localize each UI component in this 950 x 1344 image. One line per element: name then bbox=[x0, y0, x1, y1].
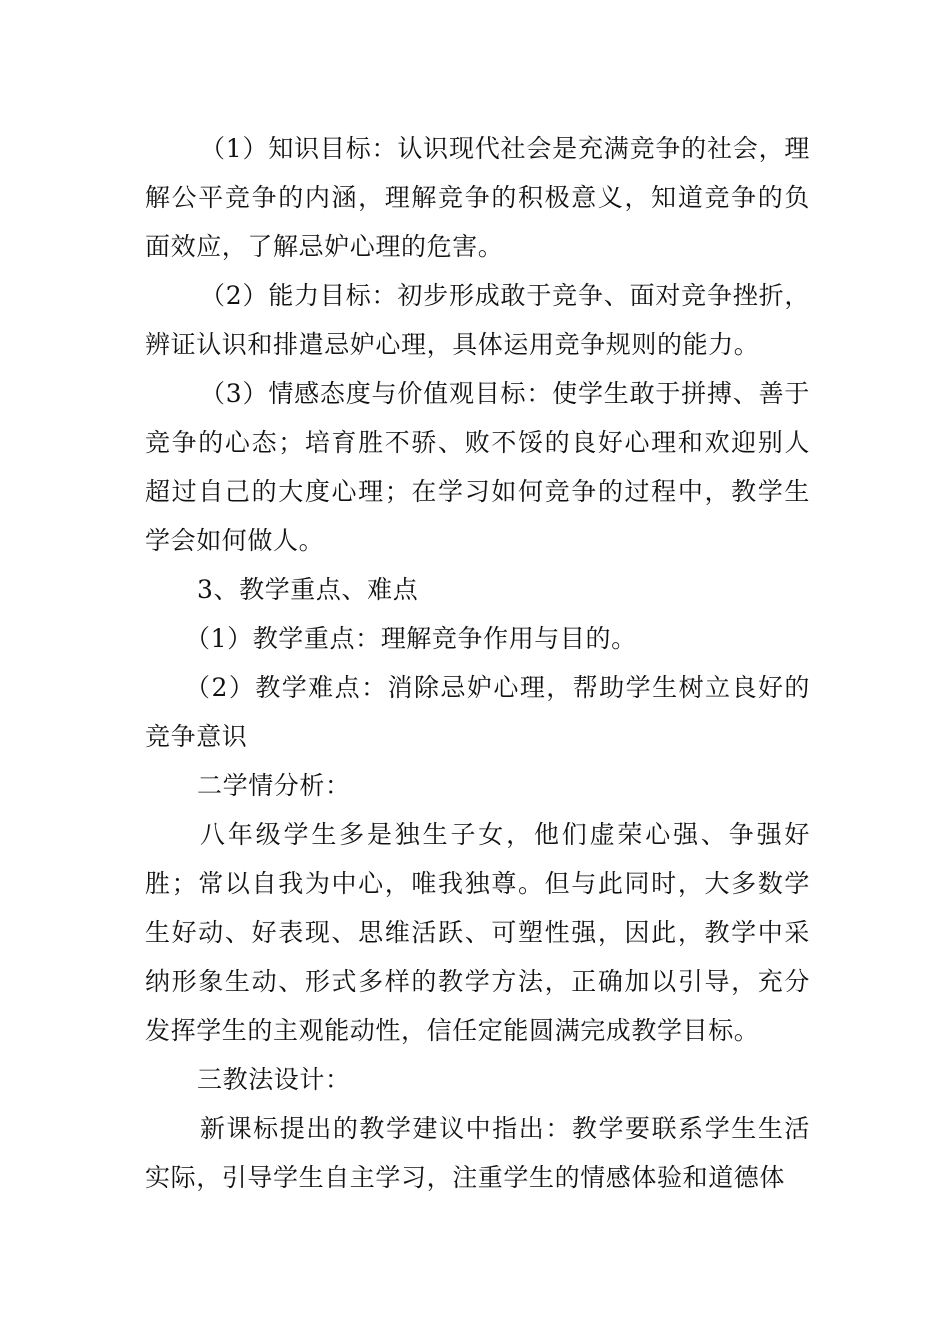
paragraph-key-point: （1）教学重点：理解竞争作用与目的。 bbox=[185, 624, 637, 653]
paragraph-teaching-method: 新课标提出的教学建议中指出：教学要联系学生生活实际，引导学生自主学习，注重学生的情感体验和道德体 bbox=[145, 1114, 810, 1192]
heading-student-analysis: 二学情分析： bbox=[197, 771, 351, 800]
paragraph-knowledge-goal: （1）知识目标：认识现代社会是充满竞争的社会，理解公平竞争的内涵，理解竞争的积极意义，知道竞争的负面效应，了解忌妒心理的危害。 bbox=[145, 134, 810, 261]
paragraph-emotion-goal: （3）情感态度与价值观目标：使学生敢于拼搏、善于竞争的心态；培育胜不骄、败不馁的良好心理和欢迎别人超过自己的大度心理；在学习如何竞争的过程中，教学生学会如何做人。 bbox=[145, 379, 810, 555]
document-body bbox=[145, 124, 810, 1202]
paragraph-ability-goal: （2）能力目标：初步形成敢于竞争、面对竞争挫折，辨证认识和排遣忌妒心理，具体运用竞争规则的能力。 bbox=[145, 281, 810, 359]
heading-teaching-method: 三教法设计： bbox=[197, 1065, 351, 1094]
paragraph-difficult-point: （2）教学难点：消除忌妒心理，帮助学生树立良好的竞争意识 bbox=[145, 673, 810, 751]
paragraph-student-analysis: 八年级学生多是独生子女，他们虚荣心强、争强好胜；常以自我为中心，唯我独尊。但与此同时，大多数学生好动、好表现、思维活跃、可塑性强，因此，教学中采纳形象生动、形式多样的教学方法，正确加以引导，充分发挥学生的主观能动性，信任定能圆满完成教学目标。 bbox=[145, 820, 810, 1045]
heading-key-points: 3、教学重点、难点 bbox=[197, 575, 419, 604]
